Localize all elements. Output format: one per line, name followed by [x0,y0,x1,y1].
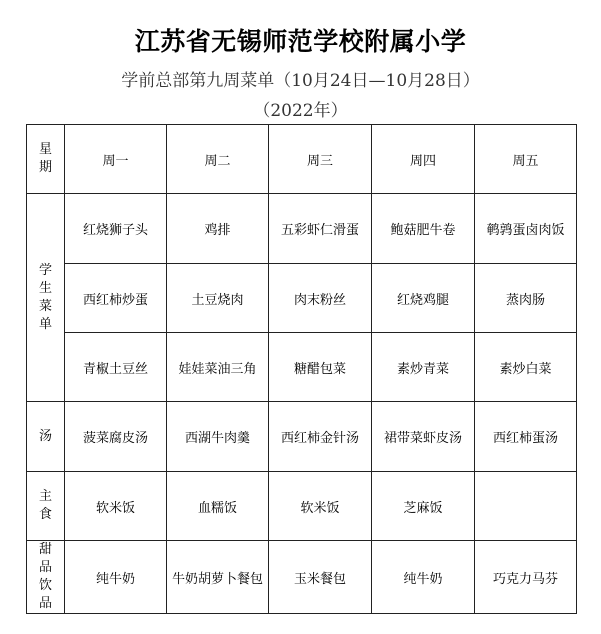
menu-cell: 鸡排 [167,194,269,264]
menu-cell: 五彩虾仁滑蛋 [269,194,372,264]
student-menu-label: 学生菜单 [27,194,65,402]
menu-cell: 牛奶胡萝卜餐包 [167,541,269,614]
menu-cell: 鹌鹑蛋卤肉饭 [475,194,577,264]
day-header-mon: 周一 [65,125,167,194]
menu-cell: 菠菜腐皮汤 [65,402,167,472]
menu-cell: 软米饭 [269,472,372,541]
menu-subtitle: 学前总部第九周菜单（10月24日—10月28日） [121,71,480,91]
menu-cell: 西红柿蛋汤 [475,402,577,472]
menu-cell [475,472,577,541]
menu-cell: 素炒白菜 [475,333,577,402]
student-menu-row [27,194,577,264]
menu-cell: 素炒青菜 [372,333,475,402]
menu-cell: 青椒土豆丝 [65,333,167,402]
menu-cell: 裙带菜虾皮汤 [372,402,475,472]
menu-cell: 纯牛奶 [65,541,167,614]
day-header-fri: 周五 [475,125,577,194]
menu-cell: 纯牛奶 [372,541,475,614]
menu-cell: 红烧狮子头 [65,194,167,264]
day-header-wed: 周三 [269,125,372,194]
weekday-corner-label: 星期 [27,125,65,194]
menu-cell: 芝麻饭 [372,472,475,541]
staple-row [27,472,577,541]
page-title: 江苏省无锡师范学校附属小学 [134,27,467,56]
student-menu-row [27,264,577,333]
menu-cell: 西红柿炒蛋 [65,264,167,333]
menu-cell: 土豆烧肉 [167,264,269,333]
soup-label: 汤 [27,402,65,472]
menu-cell: 红烧鸡腿 [372,264,475,333]
student-menu-row [27,333,577,402]
menu-cell: 软米饭 [65,472,167,541]
staple-label: 主食 [27,472,65,541]
menu-cell: 血糯饭 [167,472,269,541]
menu-cell: 鲍菇肥牛卷 [372,194,475,264]
menu-cell: 糖醋包菜 [269,333,372,402]
dessert-label: 甜品饮品 [27,541,65,614]
day-header-thu: 周四 [372,125,475,194]
menu-cell: 肉末粉丝 [269,264,372,333]
weekly-menu-table [26,124,577,614]
menu-cell: 巧克力马芬 [475,541,577,614]
menu-cell: 娃娃菜油三角 [167,333,269,402]
menu-cell: 西红柿金针汤 [269,402,372,472]
menu-cell: 蒸肉肠 [475,264,577,333]
header-row [27,125,577,194]
menu-cell: 西湖牛肉羹 [167,402,269,472]
menu-cell: 玉米餐包 [269,541,372,614]
soup-row [27,402,577,472]
menu-year: （2022年） [253,101,348,121]
dessert-row [27,541,577,614]
day-header-tue: 周二 [167,125,269,194]
